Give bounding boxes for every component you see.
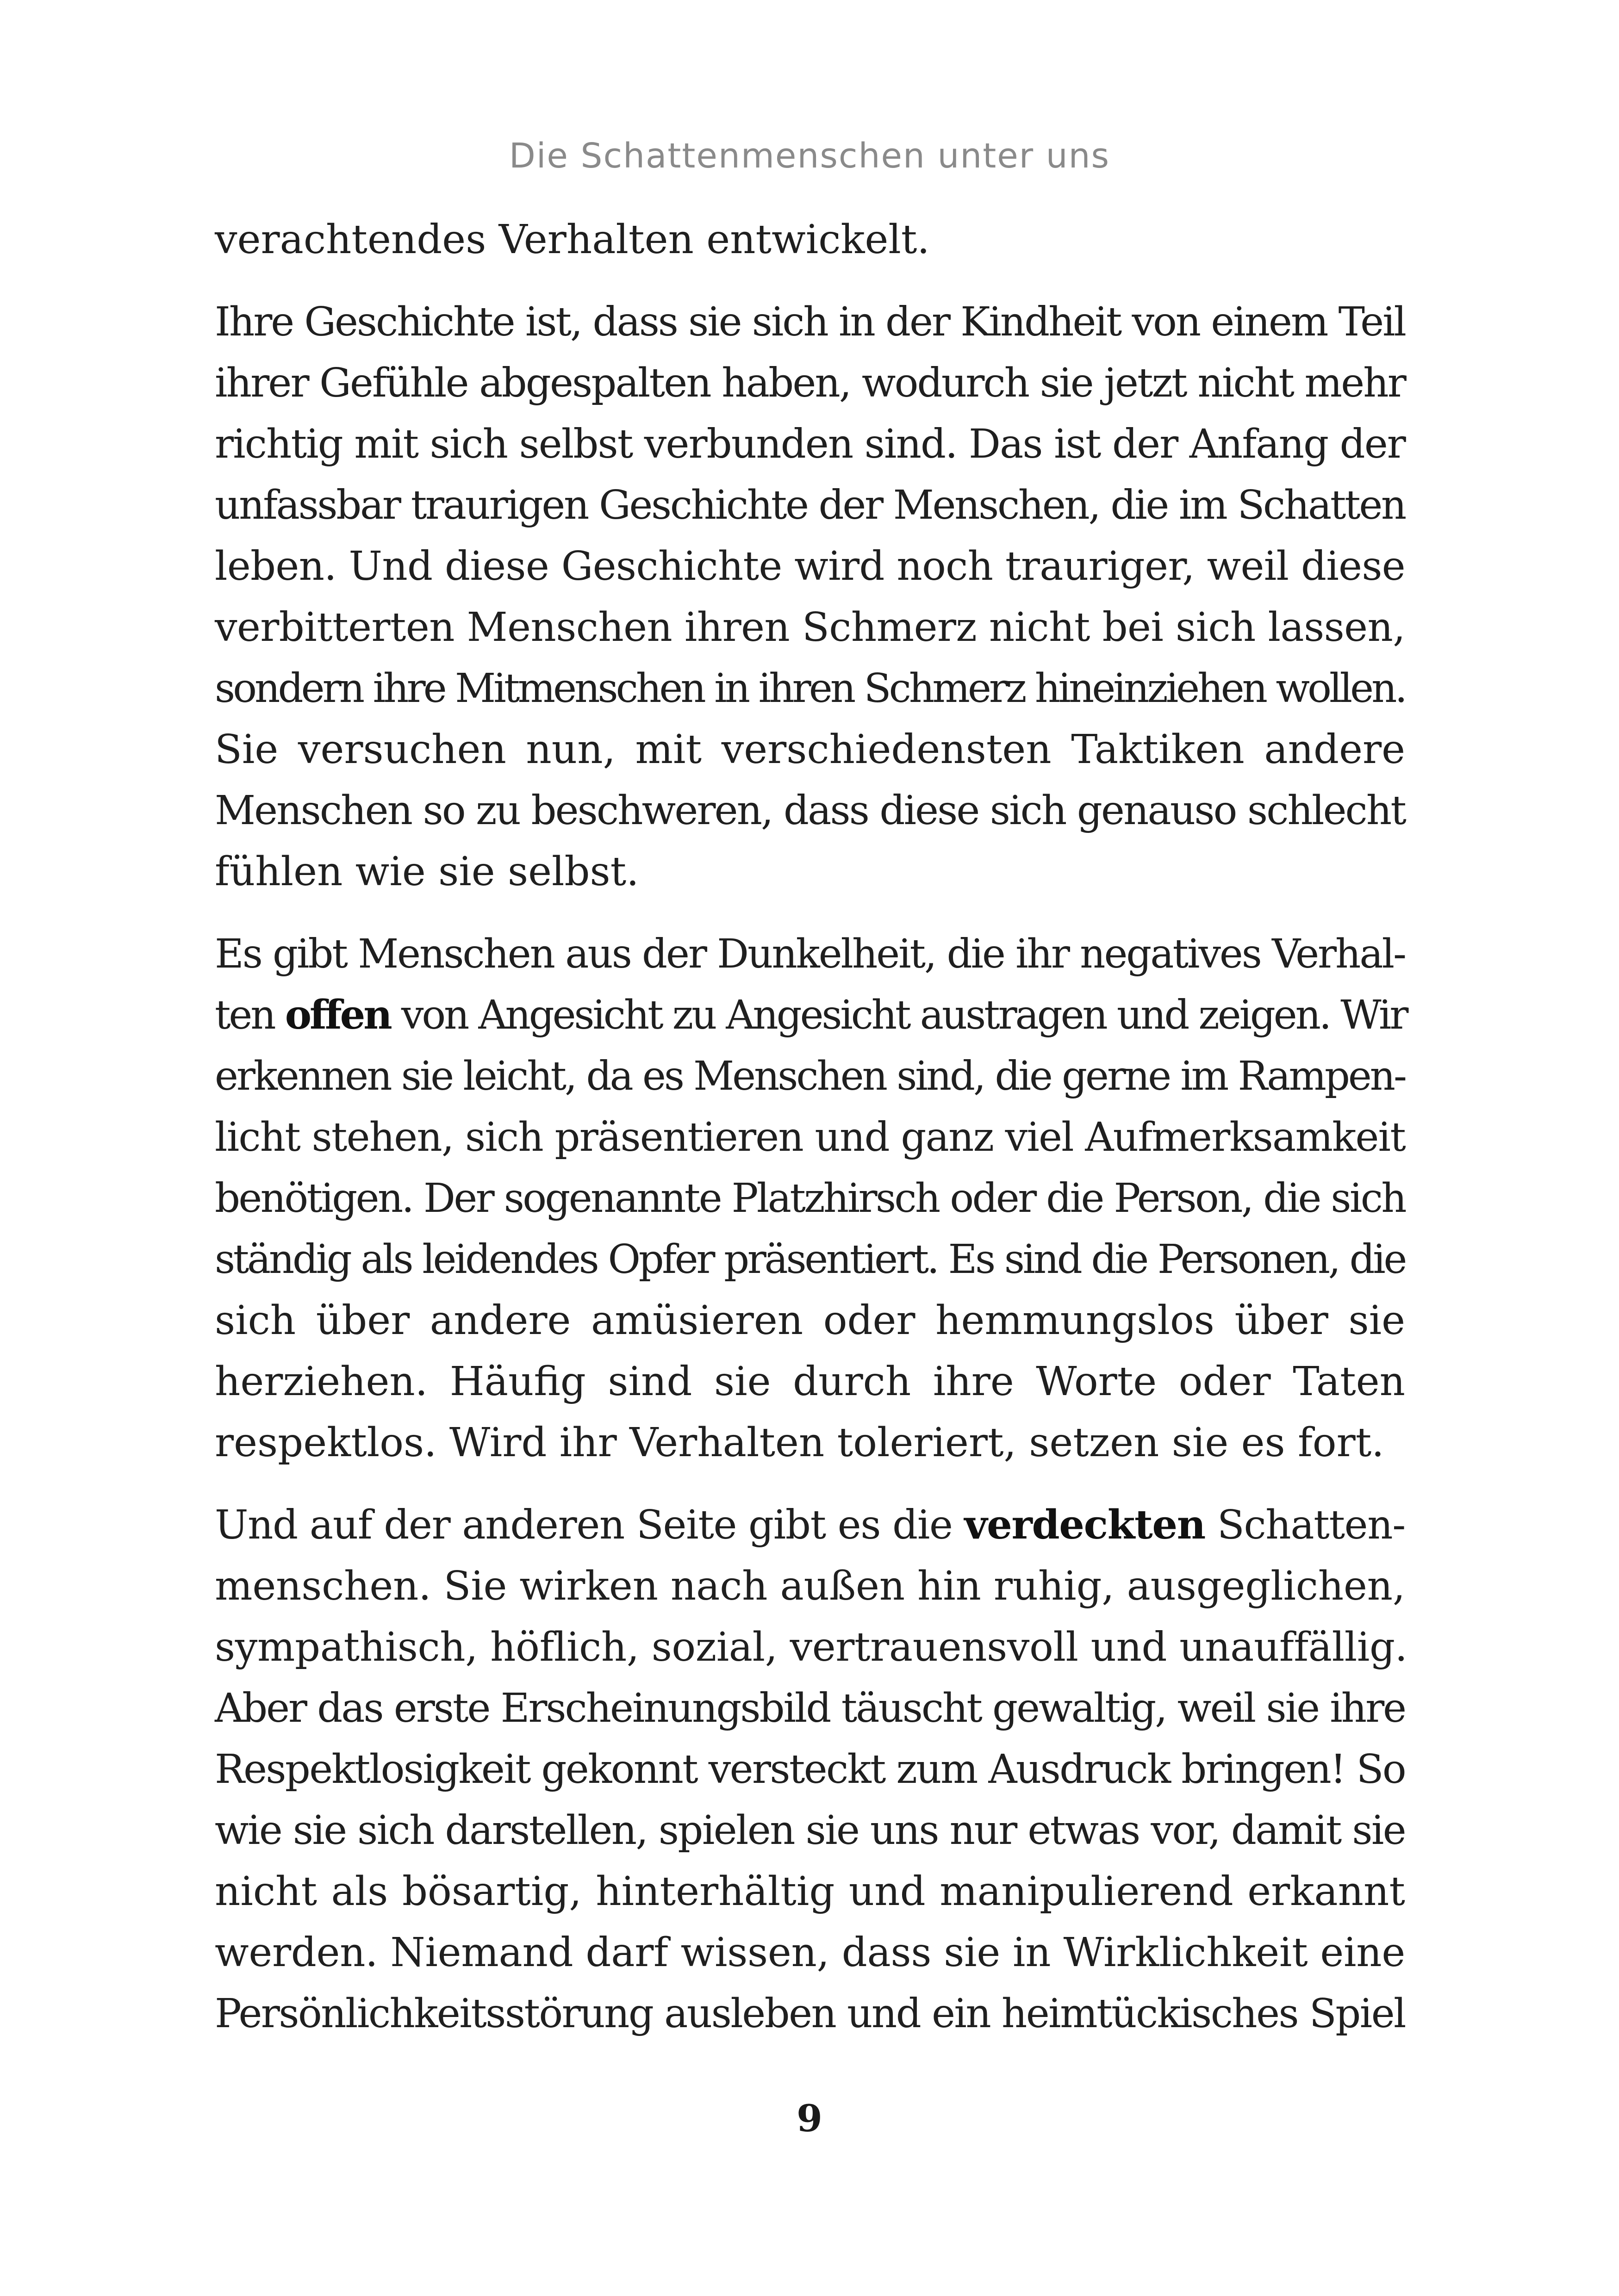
- emphasis-offen: offen: [285, 992, 391, 1038]
- text-span: Und auf der anderen Seite gibt es die: [215, 1502, 965, 1548]
- paragraph-2: [215, 292, 1405, 902]
- text-line: benötigen. Der sogenannte Platzhirsch oder die Person, die sich: [215, 1175, 1405, 1222]
- text-line: ständig als leidendes Opfer präsentiert. Es sind die Personen, die: [215, 1236, 1405, 1283]
- text-line: respektlos. Wird ihr Verhalten toleriert, setzen sie es fort.: [215, 1420, 1384, 1466]
- text-line: sympathisch, höflich, sozial, vertrauensvoll und unauffällig.: [215, 1624, 1407, 1670]
- text-line: verachtendes Verhalten entwickelt.: [215, 217, 930, 263]
- text-line: richtig mit sich selbst verbunden sind. Das ist der Anfang der: [215, 421, 1405, 467]
- text-line: Sie versuchen nun, mit verschiedensten Taktiken andere: [215, 726, 1405, 773]
- text-line: Persönlichkeitsstörung ausleben und ein heimtückisches Spiel: [215, 1991, 1405, 2037]
- text-line: Menschen so zu beschweren, dass diese sich genauso schlecht: [215, 788, 1405, 834]
- page-number: 9: [797, 2097, 822, 2140]
- text-span: ten: [215, 992, 285, 1038]
- text-line: sondern ihre Mitmenschen in ihren Schmerz hineinziehen wollen.: [215, 665, 1405, 712]
- text-span: Schatten-: [1205, 1502, 1405, 1548]
- paragraph-1: [215, 209, 1405, 270]
- text-line: licht stehen, sich präsentieren und ganz viel Aufmerksamkeit: [215, 1114, 1405, 1160]
- text-line: Es gibt Menschen aus der Dunkelheit, die ihr negatives Verhal-: [215, 931, 1405, 977]
- text-line: ihrer Gefühle abgespalten haben, wodurch sie jetzt nicht mehr: [215, 360, 1405, 406]
- running-head: Die Schattenmenschen unter uns: [509, 136, 1110, 176]
- text-line: wie sie sich darstellen, spielen sie uns nur etwas vor, damit sie: [215, 1807, 1405, 1854]
- text-line: fühlen wie sie selbst.: [215, 849, 639, 895]
- text-line: nicht als bösartig, hinterhältig und manipulierend erkannt: [215, 1868, 1405, 1915]
- text-line-with-emphasis: [215, 985, 1405, 1046]
- text-line: werden. Niemand darf wissen, dass sie in Wirklichkeit eine: [215, 1930, 1405, 1976]
- text-line: leben. Und diese Geschichte wird noch trauriger, weil diese: [215, 543, 1405, 590]
- text-line: unfassbar traurigen Geschichte der Menschen, die im Schatten: [215, 482, 1405, 528]
- text-line-with-emphasis: [215, 1495, 1405, 1556]
- text-line: Respektlosigkeit gekonnt versteckt zum Ausdruck bringen! So: [215, 1746, 1405, 1793]
- paragraph-3: [215, 924, 1405, 1473]
- paragraph-4: [215, 1495, 1405, 2044]
- text-line: Ihre Geschichte ist, dass sie sich in der Kindheit von einem Teil: [215, 299, 1405, 345]
- text-line: verbitterten Menschen ihren Schmerz nicht bei sich lassen,: [215, 604, 1405, 651]
- text-line: menschen. Sie wirken nach außen hin ruhig, ausgeglichen,: [215, 1563, 1405, 1609]
- text-line: Aber das erste Erscheinungsbild täuscht gewaltig, weil sie ihre: [215, 1685, 1405, 1731]
- text-span: von Angesicht zu Angesicht austragen und zeigen. Wir: [390, 992, 1407, 1038]
- emphasis-verdeckten: verdeckten: [964, 1502, 1205, 1548]
- text-line: herziehen. Häufig sind sie durch ihre Worte oder Taten: [215, 1359, 1405, 1405]
- text-line: erkennen sie leicht, da es Menschen sind, die gerne im Rampen-: [215, 1053, 1405, 1099]
- text-line: sich über andere amüsieren oder hemmungslos über sie: [215, 1297, 1405, 1344]
- body-text: [215, 209, 1405, 2066]
